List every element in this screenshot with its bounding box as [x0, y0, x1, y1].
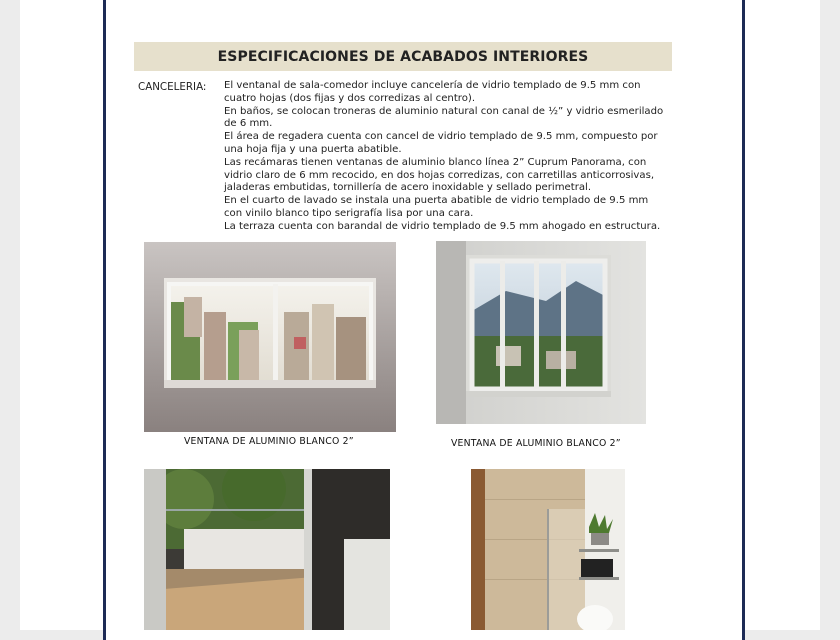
spec-text: [224, 80, 669, 234]
title-bar: [134, 42, 672, 71]
document-title: ESPECIFICACIONES DE ACABADOS INTERIORES: [217, 48, 589, 65]
photo-terrace-railing: [144, 469, 390, 630]
spec-paragraph: En el cuarto de lavado se instala una puerta abatible de vidrio templado de 9.5 mm con vinilo blanco tipo serigrafía lisa por una cara.: [224, 195, 649, 219]
spec-paragraph: Las recámaras tienen ventanas de aluminio blanco línea 2” Cuprum Panorama, con vidrio claro de 6 mm recocido, en dos hojas corredizas, con carretillas anticorrosivas, jaladeras embutidas, tornillería de acero inoxidable y sellado perimetral.: [224, 156, 655, 194]
section-label: CANCELERIA:: [138, 81, 207, 93]
photo-shower-enclosure: [471, 469, 625, 630]
photo-living-window: [144, 242, 396, 432]
spec-paragraph: En baños, se colocan troneras de aluminio natural con canal de ½” y vidrio esmerilado de 6 mm.: [224, 105, 664, 130]
spec-paragraph: El ventanal de sala-comedor incluye cancelería de vidrio templado de 9.5 mm con cuatro hojas (dos fijas y dos corredizas al centro).: [224, 80, 641, 104]
spec-paragraph: El área de regadera cuenta con cancel de vidrio templado de 9.5 mm, compuesto por una hoja fija y una puerta abatible.: [224, 131, 658, 155]
photo-caption: VENTANA DE ALUMINIO BLANCO 2”: [451, 438, 621, 449]
photo-bedroom-window: [436, 241, 646, 424]
photo-caption: VENTANA DE ALUMINIO BLANCO 2”: [184, 436, 354, 447]
spec-paragraph: La terraza cuenta con barandal de vidrio templado de 9.5 mm ahogado en estructura.: [224, 220, 661, 232]
